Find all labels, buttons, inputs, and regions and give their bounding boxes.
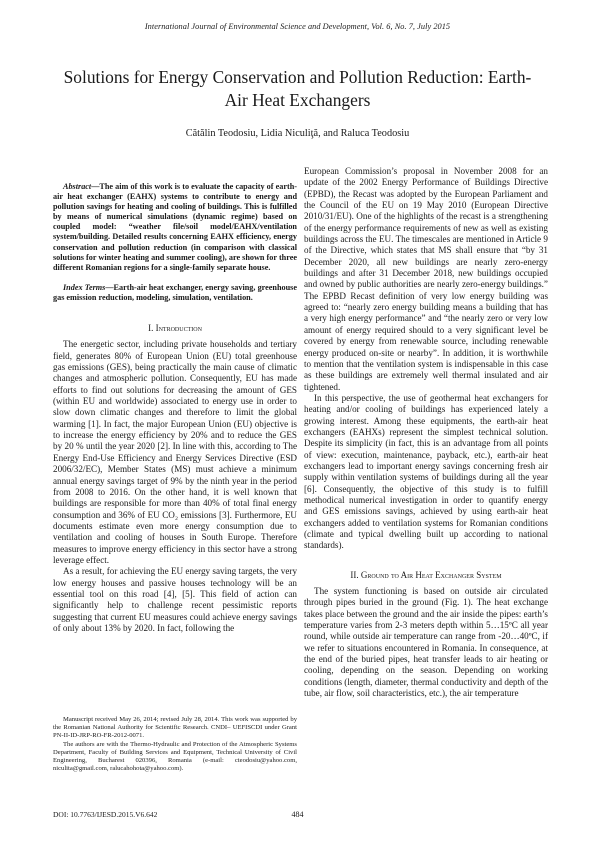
right-column: [304, 166, 548, 699]
left-column: [53, 166, 297, 634]
abstract-label: Abstract: [63, 182, 92, 191]
author-list: Cătălin Teodosiu, Lidia Niculiţă, and Raluca Teodosiu: [185, 128, 410, 139]
index-terms: [53, 283, 297, 303]
index-terms-label: Index Terms: [63, 282, 106, 292]
footnote-manuscript: Manuscript received May 26, 2014; revised July 28, 2014. This work was supported by the Romanian National Authority for Scientific Research. CNDI– UEFISCDI under Grant PN-II-ID-JRP-RO-FR-2012-0071.: [53, 716, 297, 740]
index-terms-text: —Earth-air heat exchanger, energy saving, greenhouse gas emission reduction, modeling, simulation, ventilation.: [53, 282, 297, 302]
intro-paragraph-4: In this perspective, the use of geothermal heat exchangers for heating and/or cooling of buildings has experienced lately a growing interest. Among these equipments, the earth-air heat exchangers (EAHXs) represent the simplest technical solution. Despite its simplicity (in fact, this is an advantage from all points of view: execution, maintenance, payback, etc.), earth-air heat exchangers lead to important energy savings concerning fresh air supply within ventilation systems of buildings during all the year [6]. Consequently, the objective of this study is to fulfill methodical numerical investigation in order to quantify energy and GES emissions savings, achieved by using earth-air heat exchangers added to ventilation systems for Romanian conditions (climate and typical dwelling built up according to national standards).: [304, 392, 548, 551]
intro-paragraph-1: The energetic sector, including private households and tertiary field, generates 80% of European Union (EU) total greenhouse gas emissions (GES), being practically the main cause of climatic changes and atmospheric pollution. Consequently, EU has made efforts to find out solutions for decreasing the amount of GES (within EU and worldwide) associated to energy use in order to slow down climatic changes and therefore to limit the global warming [1]. In fact, the major European Union (EU) objective is to increase the energy efficiency by 20% and to reduce the GES by 20 % until the year 2020 [2]. In line with this, according to The Energy End-Use Efficiency and Energy Services Directive (ESD 2006/32/EC), Member States (MS) must achieve a minimum annual energy savings target of 9% by the ninth year in the period from 2008 to 2016. On the other hand, it is well known that buildings are responsible for more than 40% of total final energy consumption and 36% of EU CO₂ emissions [3]. Furthermore, EU documents estimate even more energy consumption due to ventilation and cooling of houses in South Europe. Therefore measures to improve energy efficiency in this sector have a strong leverage effect.: [53, 339, 297, 565]
abstract: [53, 182, 297, 273]
intro-paragraph-3: European Commission’s proposal in November 2008 for an update of the 2002 Energy Performance of Buildings Directive (EPBD), the Recast was adopted by the European Parliament and the Council of the EU on 19 May 2010 (European Directive 2010/31/EU). One of the highlights of the recast is a strengthening of the energy performance requirements of new as well as existing buildings across the EU. The timescales are mentioned in Article 9 of the Directive, which states that MS shall ensure that “by 31 December 2020, all new buildings are nearly zero-energy buildings and after 31 December 2018, new buildings occupied and owned by public authorities are nearly zero-energy buildings.” The EPBD Recast definition of very low energy building was agreed to: “nearly zero energy building means a building that has a very high energy performance” and “the nearly zero or very low amount of energy required should to a very significant level be covered by energy from renewable source, including renewable energy produced on-site or nearby”. In addition, it is worthwhile to mention that the ventilation system is indispensable in this case as these buildings are extremely well thermal insulated and air tightened.: [304, 166, 548, 392]
system-paragraph-1: The system functioning is based on outside air circulated through pipes buried in the ground (Fig. 1). The heat exchange takes place between the ground and the air inside the pipes: earth’s temperature varies from 2-3 meters depth within 5…15ºC all year round, while outside air temperature can range from -20…40ºC, if we refer to situations encountered in Romania. In consequence, at the end of the buried pipes, heat transfer leads to air heating or cooling, depending on the season. Depending on working conditions (length, diameter, thermal conductivity and depth of the tube, air flow, soil characteristics, etc.), the air temperature: [304, 586, 548, 699]
abstract-text: —The aim of this work is to evaluate the capacity of earth-air heat exchanger (EAHX) systems to contribute to energy and pollution savings for heating and cooling of buildings. This is fulfilled by means of numerical simulations (dynamic regime) based on coupled model: “weather file/soil model/EAHX/ventilation system/building. Detailed results concerning EAHX efficiency, energy conservation and pollution reduction (in comparison with classical solutions for winter heating and summer cooling), are shown for three different Romanian regions for a single-family separate house.: [53, 182, 297, 272]
footnote-affiliation: The authors are with the Thermo-Hydraulic and Protection of the Atmospheric Systems Department, Faculty of Building Services and Equipment, Technical University of Civil Engineering, Bucharest 020396, Romania (e-mail: cteodosiu@yahoo.com, niculita@gmail.com, ralucahohota@yahoo.com).: [53, 740, 297, 773]
section-heading-introduction: I. Introduction: [148, 323, 202, 334]
footnote: [53, 716, 297, 773]
section-heading-ground-to-air: II. Ground to Air Heat Exchanger System: [350, 569, 502, 580]
journal-header: International Journal of Environmental Science and Development, Vol. 6, No. 7, July 2015: [144, 22, 451, 31]
paper-title: Solutions for Energy Conservation and Pollution Reduction: Earth-Air Heat Exchangers: [63, 67, 532, 110]
doi-line: DOI: 10.7763/IJESD.2015.V6.642: [53, 810, 158, 819]
page-number: 484: [291, 810, 304, 819]
intro-paragraph-2: As a result, for achieving the EU energy saving targets, the very low energy houses and passive houses technology will be an essential tool on this road [4], [5]. This field of action can significantly help to challenge recent pessimistic reports suggesting that current EU measures could achieve energy savings of only about 13% by 2020. In fact, following the: [53, 566, 297, 633]
